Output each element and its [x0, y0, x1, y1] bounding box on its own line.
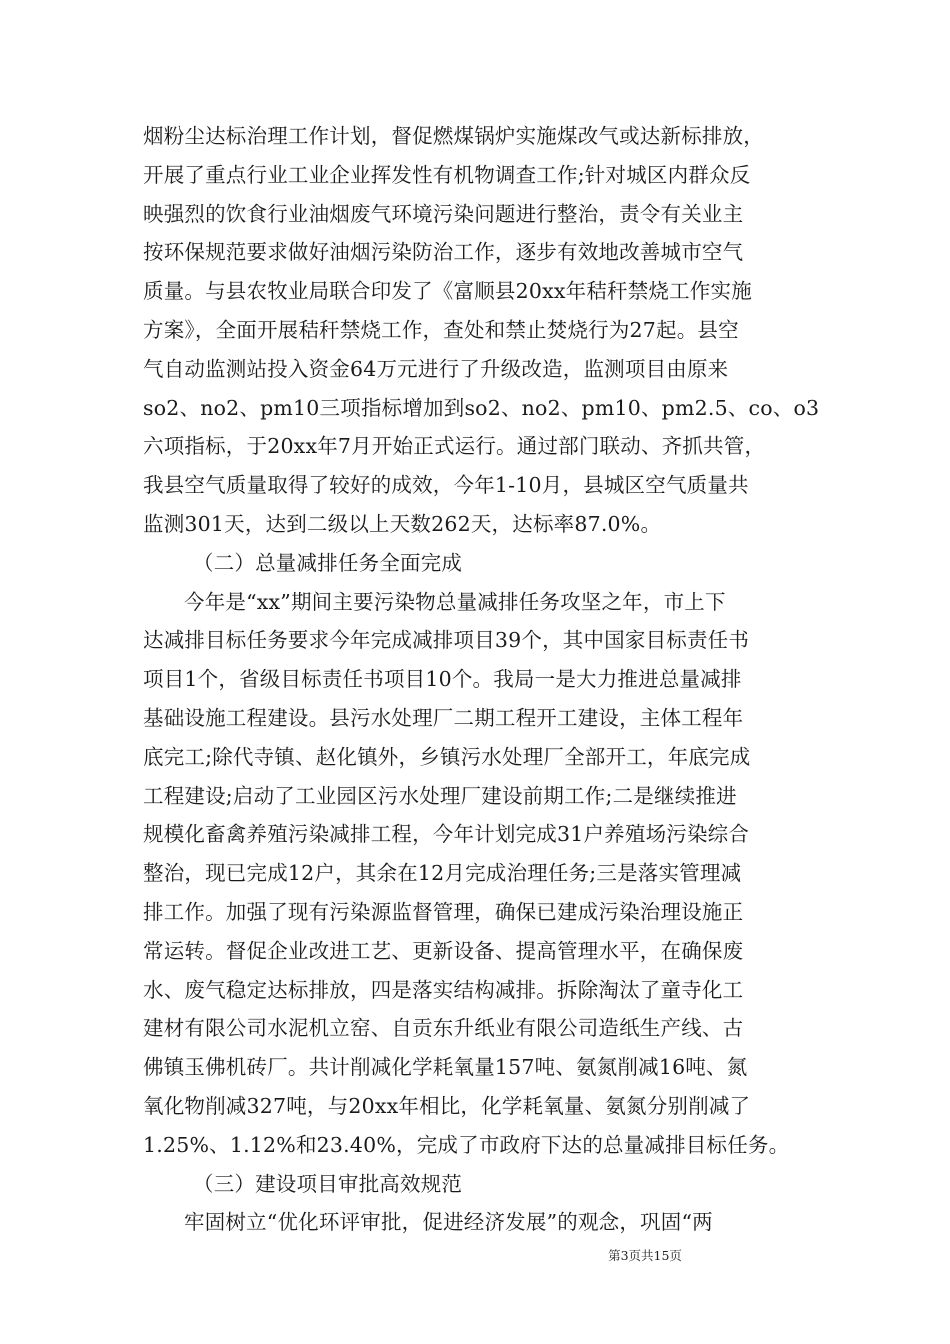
- page-number-footer: 第3页共15页: [608, 1248, 682, 1263]
- text-line: 映强烈的饮食行业油烟废气环境污染问题进行整治，责令有关业主: [143, 201, 744, 226]
- section-heading-project-approval: （三）建设项目审批高效规范: [193, 1171, 463, 1196]
- text-line: 今年是“xx”期间主要污染物总量减排任务攻坚之年，市上下: [184, 589, 726, 614]
- text-line: 牢固树立“优化环评审批，促进经济发展”的观念，巩固“两: [184, 1210, 713, 1235]
- text-line: 达减排目标任务要求今年完成减排项目39个，其中国家目标责任书: [143, 628, 750, 653]
- text-line: 佛镇玉佛机砖厂。共计削减化学耗氧量157吨、氨氮削减16吨、氮: [143, 1055, 748, 1080]
- text-line: 按环保规范要求做好油烟污染防治工作，逐步有效地改善城市空气: [143, 240, 744, 265]
- text-line: 工程建设;启动了工业园区污水处理厂建设前期工作;二是继续推进: [143, 783, 737, 808]
- text-line: 整治，现已完成12户，其余在12月完成治理任务;三是落实管理减: [143, 861, 742, 886]
- text-line: 监测301天，达到二级以上天数262天，达标率87.0%。: [143, 511, 662, 536]
- text-line: 规模化畜禽养殖污染减排工程，今年计划完成31户养殖场污染综合: [143, 822, 750, 847]
- section-heading-emission-reduction: （二）总量减排任务全面完成: [193, 550, 463, 575]
- text-line: 方案》，全面开展秸秆禁烧工作，查处和禁止焚烧行为27起。县空: [143, 317, 739, 342]
- text-line: 气自动监测站投入资金64万元进行了升级改造，监测项目由原来: [143, 356, 729, 381]
- text-line: 底完工;除代寺镇、赵化镇外，乡镇污水处理厂全部开工，年底完成: [143, 744, 751, 769]
- text-line: 质量。与县农牧业局联合印发了《富顺县20xx年秸秆禁烧工作实施: [143, 279, 752, 304]
- text-line: 我县空气质量取得了较好的成效，今年1-10月，县城区空气质量共: [143, 473, 749, 498]
- text-line: 氧化物削减327吨，与20xx年相比，化学耗氧量、氨氮分别削减了: [143, 1093, 751, 1118]
- text-line: 1.25%、1.12%和23.40%，完成了市政府下达的总量减排目标任务。: [143, 1132, 790, 1157]
- text-line: 六项指标，于20xx年7月开始正式运行。通过部门联动、齐抓共管，: [143, 434, 766, 459]
- document-body: [143, 117, 820, 1242]
- text-line: 基础设施工程建设。县污水处理厂二期工程开工建设，主体工程年: [143, 705, 744, 730]
- text-line: 开展了重点行业工业企业挥发性有机物调查工作;针对城区内群众反: [143, 162, 751, 187]
- text-line: 水、废气稳定达标排放，四是落实结构减排。拆除淘汰了童寺化工: [143, 977, 744, 1002]
- paragraph-air-quality: [143, 117, 820, 544]
- text-line: so2、no2、pm10三项指标增加到so2、no2、pm10、pm2.5、co、o3: [143, 395, 820, 420]
- text-line: 烟粉尘达标治理工作计划，督促燃煤锅炉实施煤改气或达新标排放，: [143, 124, 764, 148]
- text-line: 建材有限公司水泥机立窑、自贡东升纸业有限公司造纸生产线、古: [143, 1016, 744, 1041]
- paragraph-project-approval: [143, 1203, 813, 1242]
- text-line: 常运转。督促企业改进工艺、更新设备、提高管理水平，在确保废: [143, 938, 744, 963]
- text-line: 排工作。加强了现有污染源监督管理，确保已建成污染治理设施正: [143, 899, 744, 924]
- text-line: 项目1个，省级目标责任书项目10个。我局一是大力推进总量减排: [143, 667, 742, 692]
- paragraph-emission-reduction: [143, 583, 813, 1165]
